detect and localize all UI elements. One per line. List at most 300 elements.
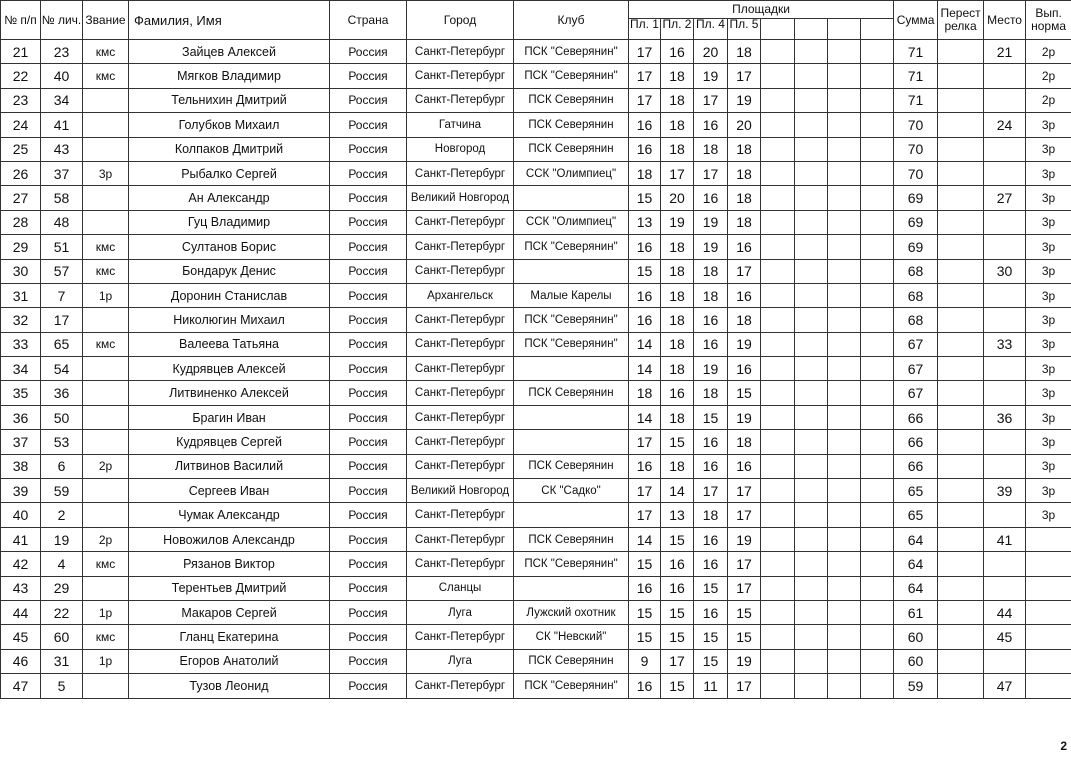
club-cell (514, 186, 629, 210)
site-score-cell: 15 (694, 576, 728, 600)
site-score-cell (795, 88, 828, 112)
personal-num-cell: 19 (41, 527, 83, 551)
country-cell: Россия (330, 454, 407, 478)
site-score-cell (795, 137, 828, 161)
site-score-cell (861, 235, 894, 259)
site-score-cell: 17 (629, 40, 661, 64)
site-score-cell (795, 308, 828, 332)
site-score-cell (861, 552, 894, 576)
shootoff-cell (938, 503, 984, 527)
sum-cell: 66 (894, 454, 938, 478)
participant-name-cell: Сергеев Иван (129, 479, 330, 503)
club-cell: ПСК Северянин (514, 113, 629, 137)
place-cell (984, 503, 1026, 527)
personal-num-cell: 57 (41, 259, 83, 283)
place-cell: 44 (984, 600, 1026, 624)
row-num-cell: 39 (1, 479, 41, 503)
site-score-cell (861, 210, 894, 234)
personal-num-cell: 4 (41, 552, 83, 576)
row-num-cell: 26 (1, 161, 41, 185)
site-score-cell (861, 259, 894, 283)
site-score-cell (761, 381, 795, 405)
row-num-cell: 27 (1, 186, 41, 210)
table-row (1, 64, 1071, 88)
row-num-cell: 32 (1, 308, 41, 332)
country-cell: Россия (330, 649, 407, 673)
club-cell: ПСК Северянин (514, 527, 629, 551)
site-score-cell: 16 (694, 430, 728, 454)
city-cell: Великий Новгород (407, 479, 514, 503)
place-cell (984, 283, 1026, 307)
shootoff-cell (938, 235, 984, 259)
shootoff-cell (938, 357, 984, 381)
site-score-cell (861, 576, 894, 600)
table-row (1, 137, 1071, 161)
place-cell (984, 64, 1026, 88)
site-score-cell: 18 (661, 259, 694, 283)
club-cell: Лужский охотник (514, 600, 629, 624)
rank-cell (83, 137, 129, 161)
table-row (1, 405, 1071, 429)
site-score-cell: 14 (629, 405, 661, 429)
site-score-cell (861, 308, 894, 332)
participant-name-cell: Мягков Владимир (129, 64, 330, 88)
personal-num-cell: 29 (41, 576, 83, 600)
participant-name-cell: Тузов Леонид (129, 674, 330, 698)
rank-cell (83, 88, 129, 112)
place-cell: 45 (984, 625, 1026, 649)
country-cell: Россия (330, 674, 407, 698)
rank-cell (83, 674, 129, 698)
site-score-cell (795, 405, 828, 429)
norm-cell: 3р (1026, 161, 1071, 185)
site-score-cell (761, 649, 795, 673)
site-score-cell: 18 (661, 283, 694, 307)
row-num-cell: 28 (1, 210, 41, 234)
site-score-cell: 20 (661, 186, 694, 210)
norm-cell: 3р (1026, 235, 1071, 259)
place-cell: 36 (984, 405, 1026, 429)
site-score-cell (795, 454, 828, 478)
rank-cell: кмс (83, 625, 129, 649)
club-cell (514, 503, 629, 527)
personal-num-cell: 7 (41, 283, 83, 307)
norm-cell: 2р (1026, 40, 1071, 64)
shootoff-cell (938, 259, 984, 283)
place-cell: 24 (984, 113, 1026, 137)
site-score-cell (761, 454, 795, 478)
personal-num-cell: 54 (41, 357, 83, 381)
site-score-cell: 18 (661, 88, 694, 112)
site-score-cell: 18 (629, 161, 661, 185)
norm-cell (1026, 600, 1071, 624)
participant-name-cell: Николюгин Михаил (129, 308, 330, 332)
site-score-cell: 14 (629, 332, 661, 356)
participant-name-cell: Доронин Станислав (129, 283, 330, 307)
site-score-cell (828, 674, 861, 698)
site-score-cell: 17 (728, 674, 761, 698)
site-score-cell: 15 (661, 674, 694, 698)
city-cell: Санкт-Петербург (407, 88, 514, 112)
city-cell: Гатчина (407, 113, 514, 137)
place-cell (984, 161, 1026, 185)
city-cell: Санкт-Петербург (407, 235, 514, 259)
col-header-shootoff: Перест релка (938, 1, 984, 40)
col-header-site (861, 19, 894, 40)
personal-num-cell: 48 (41, 210, 83, 234)
table-row (1, 186, 1071, 210)
personal-num-cell: 40 (41, 64, 83, 88)
site-score-cell (795, 479, 828, 503)
site-score-cell (828, 479, 861, 503)
shootoff-cell (938, 283, 984, 307)
sum-cell: 66 (894, 405, 938, 429)
sum-cell: 69 (894, 235, 938, 259)
site-score-cell (861, 161, 894, 185)
site-score-cell (861, 332, 894, 356)
site-score-cell (795, 235, 828, 259)
participant-name-cell: Кудрявцев Сергей (129, 430, 330, 454)
site-score-cell (828, 186, 861, 210)
sum-cell: 71 (894, 88, 938, 112)
table-row (1, 113, 1071, 137)
site-score-cell: 16 (629, 113, 661, 137)
site-score-cell (795, 503, 828, 527)
site-score-cell: 17 (728, 64, 761, 88)
place-cell: 21 (984, 40, 1026, 64)
country-cell: Россия (330, 576, 407, 600)
site-score-cell (828, 430, 861, 454)
country-cell: Россия (330, 308, 407, 332)
norm-cell: 3р (1026, 210, 1071, 234)
site-score-cell (828, 40, 861, 64)
row-num-cell: 23 (1, 88, 41, 112)
rank-cell: кмс (83, 64, 129, 88)
personal-num-cell: 51 (41, 235, 83, 259)
shootoff-cell (938, 186, 984, 210)
personal-num-cell: 31 (41, 649, 83, 673)
norm-cell: 3р (1026, 113, 1071, 137)
place-cell: 30 (984, 259, 1026, 283)
norm-cell: 3р (1026, 308, 1071, 332)
site-score-cell (795, 113, 828, 137)
city-cell: Санкт-Петербург (407, 674, 514, 698)
club-cell: ПСК "Северянин" (514, 64, 629, 88)
site-score-cell: 17 (728, 503, 761, 527)
site-score-cell (828, 113, 861, 137)
city-cell: Санкт-Петербург (407, 64, 514, 88)
rank-cell (83, 430, 129, 454)
club-cell (514, 430, 629, 454)
table-row (1, 454, 1071, 478)
site-score-cell (828, 235, 861, 259)
site-score-cell (761, 332, 795, 356)
norm-cell: 3р (1026, 381, 1071, 405)
shootoff-cell (938, 430, 984, 454)
shootoff-cell (938, 649, 984, 673)
rank-cell (83, 503, 129, 527)
norm-cell: 3р (1026, 503, 1071, 527)
site-score-cell: 18 (694, 137, 728, 161)
site-score-cell (861, 527, 894, 551)
norm-cell: 2р (1026, 64, 1071, 88)
sum-cell: 65 (894, 479, 938, 503)
participant-name-cell: Рязанов Виктор (129, 552, 330, 576)
site-score-cell (828, 357, 861, 381)
personal-num-cell: 60 (41, 625, 83, 649)
rank-cell: кмс (83, 259, 129, 283)
norm-cell: 3р (1026, 332, 1071, 356)
sum-cell: 60 (894, 625, 938, 649)
site-score-cell (828, 283, 861, 307)
site-score-cell (761, 674, 795, 698)
site-score-cell: 16 (661, 576, 694, 600)
site-score-cell (761, 308, 795, 332)
site-score-cell: 19 (694, 210, 728, 234)
sum-cell: 70 (894, 113, 938, 137)
participant-name-cell: Литвиненко Алексей (129, 381, 330, 405)
personal-num-cell: 41 (41, 113, 83, 137)
participant-name-cell: Терентьев Дмитрий (129, 576, 330, 600)
place-cell: 41 (984, 527, 1026, 551)
site-score-cell (861, 381, 894, 405)
site-score-cell: 18 (661, 64, 694, 88)
sum-cell: 69 (894, 210, 938, 234)
site-score-cell (861, 357, 894, 381)
shootoff-cell (938, 332, 984, 356)
sum-cell: 70 (894, 161, 938, 185)
sum-cell: 67 (894, 381, 938, 405)
site-score-cell (761, 405, 795, 429)
site-score-cell: 18 (661, 332, 694, 356)
norm-cell: 3р (1026, 405, 1071, 429)
sum-cell: 64 (894, 576, 938, 600)
personal-num-cell: 6 (41, 454, 83, 478)
norm-cell: 3р (1026, 357, 1071, 381)
place-cell: 33 (984, 332, 1026, 356)
city-cell: Луга (407, 649, 514, 673)
shootoff-cell (938, 40, 984, 64)
city-cell: Санкт-Петербург (407, 308, 514, 332)
site-score-cell (761, 113, 795, 137)
site-score-cell (828, 649, 861, 673)
shootoff-cell (938, 137, 984, 161)
shootoff-cell (938, 552, 984, 576)
site-score-cell: 18 (728, 186, 761, 210)
site-score-cell: 17 (661, 161, 694, 185)
personal-num-cell: 37 (41, 161, 83, 185)
table-header (1, 1, 1071, 40)
site-score-cell (861, 283, 894, 307)
row-num-cell: 21 (1, 40, 41, 64)
site-score-cell: 14 (661, 479, 694, 503)
site-score-cell (761, 88, 795, 112)
site-score-cell: 17 (694, 479, 728, 503)
country-cell: Россия (330, 357, 407, 381)
row-num-cell: 29 (1, 235, 41, 259)
site-score-cell (761, 600, 795, 624)
participant-name-cell: Бондарук Денис (129, 259, 330, 283)
table-row (1, 649, 1071, 673)
norm-cell (1026, 552, 1071, 576)
city-cell: Санкт-Петербург (407, 259, 514, 283)
site-score-cell (761, 625, 795, 649)
site-score-cell (795, 283, 828, 307)
site-score-cell (861, 674, 894, 698)
table-body (1, 40, 1071, 699)
site-score-cell: 15 (629, 600, 661, 624)
club-cell: ПСК "Северянин" (514, 40, 629, 64)
place-cell (984, 235, 1026, 259)
site-score-cell: 16 (629, 308, 661, 332)
row-num-cell: 22 (1, 64, 41, 88)
site-score-cell (861, 137, 894, 161)
club-cell: Малые Карелы (514, 283, 629, 307)
col-header-site (828, 19, 861, 40)
site-score-cell (761, 576, 795, 600)
site-score-cell (795, 625, 828, 649)
col-header-num: № п/п (1, 1, 41, 40)
site-score-cell (761, 137, 795, 161)
rank-cell: кмс (83, 552, 129, 576)
city-cell: Великий Новгород (407, 186, 514, 210)
city-cell: Сланцы (407, 576, 514, 600)
site-score-cell: 15 (728, 625, 761, 649)
participant-name-cell: Голубков Михаил (129, 113, 330, 137)
club-cell: ССК "Олимпиец" (514, 161, 629, 185)
site-score-cell (828, 405, 861, 429)
row-num-cell: 41 (1, 527, 41, 551)
site-score-cell: 18 (661, 137, 694, 161)
site-score-cell: 15 (728, 600, 761, 624)
place-cell (984, 649, 1026, 673)
site-score-cell: 18 (694, 283, 728, 307)
row-num-cell: 40 (1, 503, 41, 527)
country-cell: Россия (330, 332, 407, 356)
site-score-cell (761, 357, 795, 381)
place-cell (984, 381, 1026, 405)
norm-cell (1026, 674, 1071, 698)
site-score-cell: 16 (694, 308, 728, 332)
place-cell (984, 210, 1026, 234)
site-score-cell: 18 (661, 454, 694, 478)
site-score-cell: 20 (694, 40, 728, 64)
site-score-cell: 18 (694, 503, 728, 527)
participant-name-cell: Колпаков Дмитрий (129, 137, 330, 161)
site-score-cell: 18 (661, 235, 694, 259)
personal-num-cell: 5 (41, 674, 83, 698)
club-cell (514, 576, 629, 600)
site-score-cell: 16 (629, 235, 661, 259)
site-score-cell: 16 (694, 527, 728, 551)
participant-name-cell: Кудрявцев Алексей (129, 357, 330, 381)
site-score-cell (795, 357, 828, 381)
site-score-cell (795, 649, 828, 673)
site-score-cell (795, 430, 828, 454)
personal-num-cell: 50 (41, 405, 83, 429)
site-score-cell (828, 308, 861, 332)
table-row (1, 674, 1071, 698)
site-score-cell: 17 (694, 161, 728, 185)
city-cell: Санкт-Петербург (407, 161, 514, 185)
site-score-cell (828, 454, 861, 478)
club-cell: ПСК "Северянин" (514, 332, 629, 356)
country-cell: Россия (330, 283, 407, 307)
place-cell (984, 552, 1026, 576)
participant-name-cell: Брагин Иван (129, 405, 330, 429)
table-row (1, 161, 1071, 185)
sum-cell: 67 (894, 332, 938, 356)
shootoff-cell (938, 600, 984, 624)
club-cell: ПСК Северянин (514, 381, 629, 405)
row-num-cell: 36 (1, 405, 41, 429)
col-header-site: Пл. 5 (728, 19, 761, 40)
site-score-cell (761, 210, 795, 234)
sum-cell: 68 (894, 308, 938, 332)
site-score-cell: 17 (661, 649, 694, 673)
rank-cell: 2р (83, 527, 129, 551)
site-score-cell: 17 (694, 88, 728, 112)
shootoff-cell (938, 527, 984, 551)
site-score-cell (861, 454, 894, 478)
club-cell (514, 259, 629, 283)
site-score-cell: 18 (728, 40, 761, 64)
site-score-cell (861, 649, 894, 673)
row-num-cell: 38 (1, 454, 41, 478)
participant-name-cell: Литвинов Василий (129, 454, 330, 478)
site-score-cell (861, 430, 894, 454)
site-score-cell: 17 (728, 552, 761, 576)
sum-cell: 65 (894, 503, 938, 527)
site-score-cell (795, 527, 828, 551)
norm-cell (1026, 649, 1071, 673)
site-score-cell: 17 (728, 576, 761, 600)
site-score-cell (761, 479, 795, 503)
club-cell: ПСК "Северянин" (514, 235, 629, 259)
site-score-cell: 17 (629, 64, 661, 88)
participant-name-cell: Чумак Александр (129, 503, 330, 527)
shootoff-cell (938, 64, 984, 88)
sum-cell: 64 (894, 552, 938, 576)
rank-cell (83, 357, 129, 381)
rank-cell (83, 113, 129, 137)
site-score-cell: 18 (694, 381, 728, 405)
table-row (1, 479, 1071, 503)
norm-cell: 3р (1026, 186, 1071, 210)
norm-cell: 3р (1026, 137, 1071, 161)
site-score-cell: 15 (694, 625, 728, 649)
table-row (1, 308, 1071, 332)
site-score-cell: 16 (629, 283, 661, 307)
page-number: 2 (1060, 739, 1067, 753)
personal-num-cell: 23 (41, 40, 83, 64)
norm-cell: 3р (1026, 430, 1071, 454)
rank-cell: кмс (83, 40, 129, 64)
sum-cell: 66 (894, 430, 938, 454)
participant-name-cell: Султанов Борис (129, 235, 330, 259)
city-cell: Новгород (407, 137, 514, 161)
shootoff-cell (938, 161, 984, 185)
shootoff-cell (938, 381, 984, 405)
site-score-cell (795, 210, 828, 234)
club-cell: ПСК Северянин (514, 454, 629, 478)
place-cell (984, 454, 1026, 478)
city-cell: Луга (407, 600, 514, 624)
site-score-cell (828, 625, 861, 649)
site-score-cell: 19 (694, 64, 728, 88)
col-header-country: Страна (330, 1, 407, 40)
site-score-cell: 16 (728, 235, 761, 259)
